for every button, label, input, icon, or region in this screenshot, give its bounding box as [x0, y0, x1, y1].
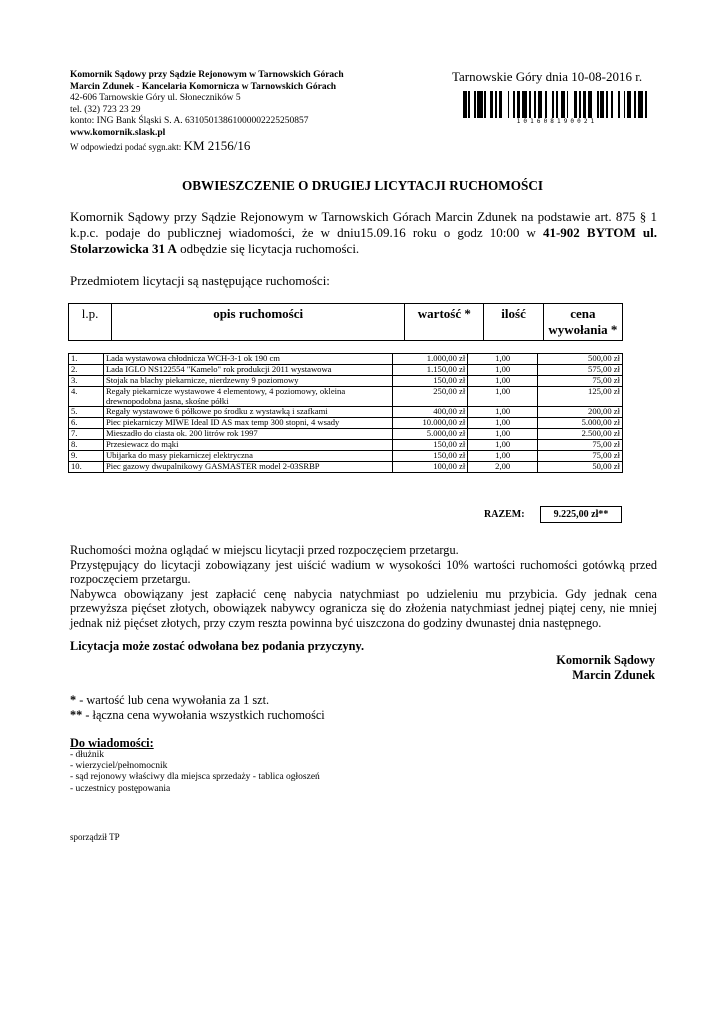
- item-description: Stojak na blachy piekarnicze, nierdzewny 9 poziomowy: [103, 376, 392, 387]
- signature: [480, 653, 655, 682]
- item-description: Piec gazowy dwupalnikowy GASMASTER model 2-03SRBP: [103, 462, 392, 473]
- office-line1: Komornik Sądowy przy Sądzie Rejonowym w Tarnowskich Górach: [70, 70, 344, 80]
- table-row: [69, 429, 623, 440]
- item-quantity: 2,00: [468, 462, 538, 473]
- signature-line1: Komornik Sądowy: [556, 653, 655, 667]
- footnote-2-text: - łączna cena wywołania wszystkich ruchomości: [82, 707, 325, 722]
- table-row: [69, 407, 623, 418]
- document-title: OBWIESZCZENIE O DRUGIEJ LICYTACJI RUCHOMOŚCI: [181, 178, 543, 193]
- item-value: 150,00 zł: [393, 376, 468, 387]
- table-row: [69, 376, 623, 387]
- col-price-line2: wywołania *: [548, 322, 618, 337]
- item-value: 5.000,00 zł: [393, 429, 468, 440]
- total-label: RAZEM:: [484, 509, 525, 520]
- item-description: Regały piekarnicze wystawowe 4 elementowy, 4 poziomowy, okleina drewnopodobna jasna, skośne półki: [103, 387, 392, 407]
- footnote-1-mark: *: [70, 693, 77, 707]
- auction-place: 41-902 BYTOM ul. Stolarzowicka 31 A: [70, 225, 657, 256]
- case-ref-number: KM 2156/16: [183, 137, 251, 153]
- item-quantity: 1,00: [468, 354, 538, 365]
- table-row: [69, 451, 623, 462]
- item-number: 10.: [69, 462, 104, 473]
- table-row: [69, 354, 623, 365]
- item-price: 75,00 zł: [538, 451, 623, 462]
- office-website: www.komornik.slask.pl: [70, 127, 166, 138]
- distribution-item: - dłużnik: [70, 750, 105, 760]
- distribution-item: - sąd rejonowy właściwy dla miejsca sprzedaży - tablica ogłoszeń: [70, 772, 320, 783]
- item-number: 9.: [69, 451, 104, 462]
- footnote-2: [70, 708, 325, 723]
- item-price: 75,00 zł: [538, 376, 623, 387]
- item-value: 150,00 zł: [393, 451, 468, 462]
- document-date: Tarnowskie Góry dnia 10-08-2016 r.: [452, 69, 643, 84]
- col-value: wartość *: [405, 304, 484, 341]
- case-reference: [70, 137, 440, 154]
- table-row: [69, 365, 623, 376]
- item-value: 150,00 zł: [393, 440, 468, 451]
- barcode: [463, 91, 651, 127]
- terms-text: [70, 543, 657, 630]
- intro-text: Komornik Sądowy przy Sądzie Rejonowym w Tarnowskich Górach Marcin Zdunek na podstawie art. 875 § 1 k.p.c. podaje do publicznej wiadomości, że w dniu15.09.16 roku o godz 10:00 w: [70, 209, 657, 240]
- col-desc: opis ruchomości: [112, 304, 405, 341]
- item-price: 200,00 zł: [538, 407, 623, 418]
- item-value: 400,00 zł: [393, 407, 468, 418]
- footnote-2-mark: **: [70, 707, 83, 722]
- col-price-line1: cena: [570, 306, 596, 321]
- items-table: [68, 353, 623, 473]
- item-quantity: 1,00: [468, 407, 538, 418]
- case-ref-label: W odpowiedzi podać sygn.akt:: [70, 141, 182, 152]
- cancel-note: Licytacja może zostać odwołana bez podania przyczyny.: [70, 639, 365, 653]
- item-description: Ubijarka do masy piekarniczej elektryczna: [103, 451, 392, 462]
- item-number: 3.: [69, 376, 104, 387]
- item-number: 6.: [69, 418, 104, 429]
- intro-paragraph: [70, 209, 657, 257]
- item-number: 5.: [69, 407, 104, 418]
- footnotes: [70, 693, 325, 722]
- table-row: [69, 418, 623, 429]
- distribution-item: - uczestnicy postępowania: [70, 783, 171, 794]
- office-account: konto: ING Bank Śląski S. A. 63105013861000002225250857: [70, 116, 309, 127]
- barcode-digits: 101608190021: [516, 118, 598, 125]
- item-number: 1.: [69, 354, 104, 365]
- total-value: 9.225,00 zł**: [540, 506, 622, 523]
- item-quantity: 1,00: [468, 451, 538, 462]
- item-description: Lada wystawowa chłodnicza WCH-3-1 ok 190 cm: [103, 354, 392, 365]
- item-description: Regały wystawowe 6 półkowe po środku z wystawką i szafkami: [103, 407, 392, 418]
- item-quantity: 1,00: [468, 429, 538, 440]
- prepared-by: sporządził TP: [70, 832, 120, 842]
- item-number: 4.: [69, 387, 104, 407]
- item-number: 8.: [69, 440, 104, 451]
- table-row: [69, 387, 623, 407]
- intro-text-end: odbędzie się licytacja ruchomości.: [176, 241, 360, 256]
- footnote-1-text: - wartość lub cena wywołania za 1 szt.: [76, 693, 270, 707]
- subject-line: Przedmiotem licytacji są następujące ruchomości:: [70, 273, 330, 288]
- item-description: Piec piekarniczy MIWE Ideal ID AS max temp 300 stopni, 4 wsady: [103, 418, 392, 429]
- table-row: [69, 462, 623, 473]
- table-row: [69, 440, 623, 451]
- items-table-header: [68, 303, 623, 341]
- item-value: 1.150,00 zł: [393, 365, 468, 376]
- item-price: 75,00 zł: [538, 440, 623, 451]
- item-description: Mieszadło do ciasta ok. 200 litrów rok 1997: [103, 429, 392, 440]
- item-value: 250,00 zł: [393, 387, 468, 407]
- distribution-item: - wierzyciel/pełnomocnik: [70, 761, 168, 772]
- office-phone: tel. (32) 723 23 29: [70, 104, 141, 115]
- distribution-list: [70, 736, 320, 795]
- item-price: 2.500,00 zł: [538, 429, 623, 440]
- terms-p1: Ruchomości można oglądać w miejscu licytacji przed rozpoczęciem przetargu.: [70, 543, 459, 557]
- item-quantity: 1,00: [468, 387, 538, 407]
- office-header: [70, 70, 440, 153]
- item-quantity: 1,00: [468, 365, 538, 376]
- office-line2: Marcin Zdunek - Kancelaria Komornicza w Tarnowskich Górach: [70, 81, 337, 92]
- item-quantity: 1,00: [468, 440, 538, 451]
- terms-p3: Nabywca obowiązany jest zapłacić cenę nabycia natychmiast po udzieleniu mu przybicia. Gdy jednak cena przewyższa pięćset złotych, obowiązek nabywcy ogranicza się do złożenia natychmiast jednej piątej ceny, nie mniej jednak niż pięćset złotych, przy czym reszta powinna być uiszczona do godziny dwunastej dnia następnego.: [70, 586, 657, 630]
- terms-p2: Przystępujący do licytacji zobowiązany jest uiścić wadium w wysokości 10% wartości ruchomości gotówką przed rozpoczęciem przetargu.: [70, 557, 657, 586]
- item-price: 575,00 zł: [538, 365, 623, 376]
- barcode-bars: [463, 91, 651, 118]
- office-address: 42-606 Tarnowskie Góry ul. Słoneczników 5: [70, 93, 241, 104]
- item-price: 5.000,00 zł: [538, 418, 623, 429]
- item-value: 100,00 zł: [393, 462, 468, 473]
- item-price: 50,00 zł: [538, 462, 623, 473]
- item-value: 1.000,00 zł: [393, 354, 468, 365]
- item-value: 10.000,00 zł: [393, 418, 468, 429]
- distribution-title: Do wiadomości:: [70, 736, 154, 750]
- col-qty: ilość: [484, 304, 543, 341]
- item-price: 125,00 zł: [538, 387, 623, 407]
- footnote-1: [70, 693, 325, 708]
- signature-line2: Marcin Zdunek: [572, 667, 655, 682]
- item-number: 2.: [69, 365, 104, 376]
- item-quantity: 1,00: [468, 418, 538, 429]
- item-price: 500,00 zł: [538, 354, 623, 365]
- col-price: [543, 304, 622, 341]
- item-description: Przesiewacz do mąki: [103, 440, 392, 451]
- item-quantity: 1,00: [468, 376, 538, 387]
- item-number: 7.: [69, 429, 104, 440]
- item-description: Lada IGLO NS122554 "Kamelo" rok produkcji 2011 wystawowa: [103, 365, 392, 376]
- col-lp: l.p.: [69, 304, 112, 341]
